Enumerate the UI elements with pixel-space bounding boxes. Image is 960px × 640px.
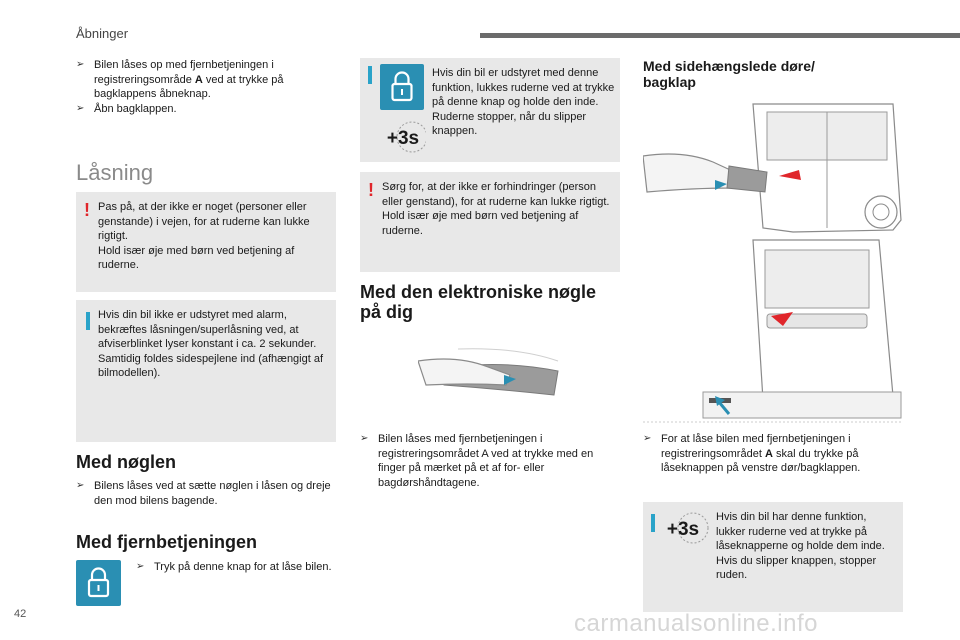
info-text: Hvis din bil har denne funktion, lukker ruderne ved at trykke på låseknapperne og holde dem inde. Hvis du slipper knappen, stopper ruden.	[716, 511, 885, 581]
hold-3s-icon	[382, 120, 426, 154]
bullet-icon: ➢	[136, 561, 145, 572]
bullet-item	[76, 102, 338, 117]
warning-icon: !	[368, 180, 374, 200]
info-text: Hvis din bil ikke er udstyret med alarm, bekræftes låsningen/superlåsning ved, at afviserblinket lyser konstant i ca. 2 sekunder. Samtidig foldes sidespejlene ind (afhængigt af bilmodellen).	[98, 309, 324, 379]
side-doors-bullet	[643, 432, 905, 476]
remote-bullet	[136, 560, 336, 575]
svg-text:+3s: +3s	[386, 128, 420, 149]
warning-text: Pas på, at der ikke er noget (personer eller genstande) i vejen, for at ruderne kan lukke rigtigt. Hold især øje med børn ved betjening af ruderne.	[98, 201, 310, 271]
rear-doors-illustration	[643, 100, 903, 425]
warning-icon: !	[84, 200, 90, 220]
warning-text: Sørg for, at der ikke er forhindringer (person eller genstand), for at ruderne kan lukke rigtigt. Hold især øje med børn ved betjening af ruderne.	[382, 181, 610, 237]
ekey-bullet	[360, 432, 622, 490]
bullet-text: Bilen låses op med fjernbetjeningen i registreringsområde A ved at trykke på bagklappens åbneknap.	[94, 59, 284, 100]
locking-heading: Låsning	[76, 160, 154, 185]
bullet-text: Tryk på denne knap for at låse bilen.	[154, 561, 332, 573]
bullet-icon: ➢	[76, 59, 85, 70]
hold-3s-icon	[661, 510, 709, 546]
key-heading: Med nøglen	[76, 452, 176, 472]
ekey-heading: Med den elektroniske nøgle på dig	[360, 282, 597, 322]
lock-icon	[380, 64, 424, 110]
warning-box	[360, 172, 620, 272]
lock-icon	[76, 560, 121, 606]
page-number: 42	[14, 608, 27, 620]
bullet-text: Bilens låses ved at sætte nøglen i låsen og dreje den mod bilens bagende.	[94, 480, 331, 507]
lock-button-tile	[76, 560, 121, 606]
info-box-3s	[360, 58, 620, 162]
key-bullet	[76, 479, 338, 508]
info-icon	[368, 66, 372, 84]
section-title: Åbninger	[76, 26, 129, 41]
warning-box	[76, 192, 336, 292]
bullet-text: Åbn bagklappen.	[94, 102, 177, 115]
svg-text:+3s: +3s	[666, 519, 700, 540]
remote-heading: Med fjernbetjeningen	[76, 532, 258, 552]
info-icon	[86, 312, 90, 330]
header-bar	[480, 33, 960, 38]
top-bullets	[76, 58, 338, 116]
info-text: Hvis din bil er udstyret med denne funktion, lukkes ruderne ved at trykke på denne knap og holde den inde. Ruderne stopper, når du slipper knappen.	[432, 67, 615, 137]
info-icon	[651, 514, 655, 532]
bullet-icon: ➢	[76, 480, 85, 491]
bullet-icon: ➢	[360, 433, 369, 444]
lock-button-tile	[380, 64, 424, 110]
bullet-text: Bilen låses med fjernbetjeningen i registreringsområdet A ved at trykke med en finger på mærket på et af for- eller bagdørshåndtagene.	[378, 433, 594, 489]
info-box-3s	[643, 502, 903, 612]
bullet-text: For at låse bilen med fjernbetjeningen i registreringsområdet A skal du trykke på låseknappen på venstre dør/bagklappen.	[661, 433, 861, 474]
bullet-icon: ➢	[76, 102, 85, 114]
watermark: carmanualsonline.info	[574, 610, 818, 637]
door-handle-illustration	[418, 345, 564, 403]
info-box	[76, 300, 336, 442]
bullet-item	[76, 58, 338, 102]
side-doors-heading: Med sidehængslede døre/ bagklap	[643, 58, 815, 90]
bullet-icon: ➢	[643, 433, 652, 444]
